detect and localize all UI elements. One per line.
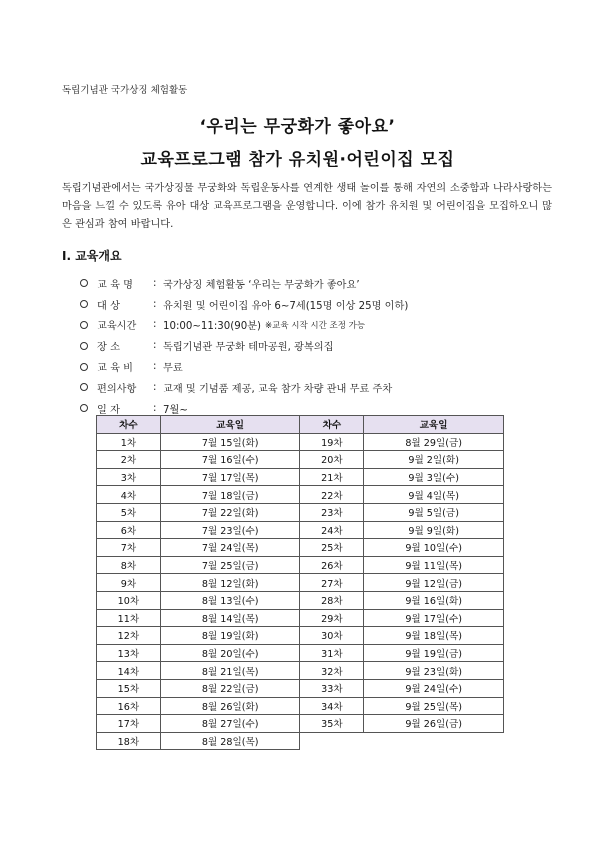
date-cell: 7월 22일(화) bbox=[160, 503, 300, 521]
info-label: 장 소 bbox=[97, 342, 120, 354]
date-cell: 9월 11일(목) bbox=[364, 556, 504, 574]
session-cell: 2차 bbox=[97, 451, 161, 469]
session-cell: 16차 bbox=[97, 697, 161, 715]
info-value: 독립기념관 무궁화 테마공원, 광복의집 bbox=[163, 342, 334, 354]
session-cell: 14차 bbox=[97, 662, 161, 680]
info-colon: : bbox=[153, 277, 157, 289]
info-label: 일 자 bbox=[97, 404, 120, 416]
date-cell: 8월 28일(목) bbox=[160, 732, 300, 750]
circle-bullet-icon bbox=[80, 300, 88, 308]
info-colon: : bbox=[153, 402, 157, 414]
info-value: 교재 및 기념품 제공, 교육 참가 차량 관내 무료 주차 bbox=[163, 383, 393, 395]
session-cell: 24차 bbox=[300, 521, 364, 539]
date-cell: 9월 16일(화) bbox=[364, 591, 504, 609]
date-cell: 9월 26일(금) bbox=[364, 715, 504, 733]
circle-bullet-icon bbox=[80, 363, 88, 371]
date-cell: 8월 26일(화) bbox=[160, 697, 300, 715]
session-cell: 3차 bbox=[97, 468, 161, 486]
date-cell: 9월 9일(화) bbox=[364, 521, 504, 539]
session-cell: 4차 bbox=[97, 486, 161, 504]
info-colon: : bbox=[153, 319, 157, 331]
circle-bullet-icon bbox=[80, 321, 88, 329]
table-row bbox=[97, 627, 504, 645]
circle-bullet-icon bbox=[80, 279, 88, 287]
date-cell: 8월 21일(목) bbox=[160, 662, 300, 680]
info-colon: : bbox=[153, 361, 157, 373]
header-cell: 차수 bbox=[97, 416, 161, 434]
date-cell: 9월 18일(목) bbox=[364, 627, 504, 645]
header-cell: 교육일 bbox=[364, 416, 504, 434]
section-number: Ⅰ. bbox=[62, 249, 72, 263]
table-row bbox=[97, 591, 504, 609]
date-cell: 8월 12일(화) bbox=[160, 574, 300, 592]
session-cell: 25차 bbox=[300, 539, 364, 557]
session-cell: 19차 bbox=[300, 433, 364, 451]
date-cell: 9월 19일(금) bbox=[364, 644, 504, 662]
date-cell: 8월 13일(수) bbox=[160, 591, 300, 609]
table-row bbox=[97, 503, 504, 521]
session-cell: 33차 bbox=[300, 679, 364, 697]
table-row bbox=[97, 539, 504, 557]
session-cell: 31차 bbox=[300, 644, 364, 662]
table-row bbox=[97, 679, 504, 697]
date-cell: 9월 17일(수) bbox=[364, 609, 504, 627]
info-value: 7월~ bbox=[163, 404, 188, 416]
schedule-table bbox=[96, 415, 504, 750]
info-label: 교 육 비 bbox=[97, 363, 133, 375]
table-row bbox=[97, 521, 504, 539]
header-cell: 차수 bbox=[300, 416, 364, 434]
date-cell: 8월 14일(목) bbox=[160, 609, 300, 627]
info-value: 10:00~11:30(90분) bbox=[163, 321, 262, 333]
date-cell: 7월 25일(금) bbox=[160, 556, 300, 574]
table-row bbox=[97, 433, 504, 451]
info-item bbox=[80, 356, 408, 377]
date-cell: 7월 23일(수) bbox=[160, 521, 300, 539]
info-note: ※교육 시작 시간 조정 가능 bbox=[265, 320, 366, 331]
date-cell: 8월 20일(수) bbox=[160, 644, 300, 662]
session-cell: 27차 bbox=[300, 574, 364, 592]
date-cell: 7월 18일(금) bbox=[160, 486, 300, 504]
header-cell: 교육일 bbox=[160, 416, 300, 434]
circle-bullet-icon bbox=[80, 383, 88, 391]
date-cell: 7월 16일(수) bbox=[160, 451, 300, 469]
table-row bbox=[97, 486, 504, 504]
info-label: 대 상 bbox=[97, 300, 120, 312]
date-cell: 7월 24일(목) bbox=[160, 539, 300, 557]
date-cell: 7월 15일(화) bbox=[160, 433, 300, 451]
session-cell: 21차 bbox=[300, 468, 364, 486]
session-cell: 32차 bbox=[300, 662, 364, 680]
session-cell: 28차 bbox=[300, 591, 364, 609]
info-item bbox=[80, 315, 408, 336]
info-colon: : bbox=[153, 381, 157, 393]
session-cell: 9차 bbox=[97, 574, 161, 592]
empty-cell bbox=[300, 732, 504, 750]
session-cell: 20차 bbox=[300, 451, 364, 469]
date-cell: 8월 22일(금) bbox=[160, 679, 300, 697]
info-item bbox=[80, 377, 408, 398]
info-list bbox=[80, 273, 408, 419]
session-cell: 11차 bbox=[97, 609, 161, 627]
header-label: 독립기념관 국가상징 체험활동 bbox=[62, 85, 188, 96]
date-cell: 9월 2일(화) bbox=[364, 451, 504, 469]
document-subtitle: 교육프로그램 참가 유치원·어린이집 모집 bbox=[140, 150, 455, 170]
date-cell: 9월 23일(화) bbox=[364, 662, 504, 680]
session-cell: 29차 bbox=[300, 609, 364, 627]
table-row bbox=[97, 662, 504, 680]
date-cell: 9월 12일(금) bbox=[364, 574, 504, 592]
date-cell: 9월 24일(수) bbox=[364, 679, 504, 697]
session-cell: 23차 bbox=[300, 503, 364, 521]
session-cell: 6차 bbox=[97, 521, 161, 539]
table-row bbox=[97, 732, 504, 750]
session-cell: 30차 bbox=[300, 627, 364, 645]
session-cell: 7차 bbox=[97, 539, 161, 557]
table-row bbox=[97, 715, 504, 733]
info-value: 국가상징 체험활동 ‘우리는 무궁화가 좋아요’ bbox=[163, 279, 360, 291]
session-cell: 18차 bbox=[97, 732, 161, 750]
date-cell: 9월 3일(수) bbox=[364, 468, 504, 486]
document-title: ‘우리는 무궁화가 좋아요’ bbox=[199, 117, 396, 137]
info-item bbox=[80, 335, 408, 356]
session-cell: 34차 bbox=[300, 697, 364, 715]
session-cell: 17차 bbox=[97, 715, 161, 733]
circle-bullet-icon bbox=[80, 342, 88, 350]
session-cell: 35차 bbox=[300, 715, 364, 733]
info-item bbox=[80, 294, 408, 315]
info-label: 교 육 명 bbox=[97, 279, 133, 291]
session-cell: 1차 bbox=[97, 433, 161, 451]
session-cell: 13차 bbox=[97, 644, 161, 662]
table-row bbox=[97, 609, 504, 627]
circle-bullet-icon bbox=[80, 404, 88, 412]
date-cell: 9월 5일(금) bbox=[364, 503, 504, 521]
info-value: 무료 bbox=[163, 363, 183, 375]
session-cell: 26차 bbox=[300, 556, 364, 574]
session-cell: 22차 bbox=[300, 486, 364, 504]
table-row bbox=[97, 556, 504, 574]
intro-paragraph: 독립기념관에서는 국가상징물 무궁화와 독립운동사를 연계한 생태 놀이를 통해 자연의 소중함과 나라사랑하는 마음을 느낄 수 있도록 유아 대상 교육프로그램을 운영합니다. 이에 참가 유치원 및 어린이집을 모집하오니 많은 관심과 참여 바랍니다. bbox=[62, 183, 552, 230]
info-item bbox=[80, 273, 408, 294]
info-value: 유치원 및 어린이집 유아 6~7세(15명 이상 25명 이하) bbox=[163, 300, 409, 312]
table-row bbox=[97, 468, 504, 486]
session-cell: 12차 bbox=[97, 627, 161, 645]
info-colon: : bbox=[153, 298, 157, 310]
info-colon: : bbox=[153, 340, 157, 352]
table-row bbox=[97, 451, 504, 469]
date-cell: 7월 17일(목) bbox=[160, 468, 300, 486]
session-cell: 15차 bbox=[97, 679, 161, 697]
section-heading bbox=[62, 247, 122, 264]
table-header-row bbox=[97, 416, 504, 434]
table-row bbox=[97, 644, 504, 662]
info-label: 교육시간 bbox=[97, 321, 137, 333]
table-row bbox=[97, 697, 504, 715]
date-cell: 9월 25일(목) bbox=[364, 697, 504, 715]
date-cell: 8월 27일(수) bbox=[160, 715, 300, 733]
session-cell: 10차 bbox=[97, 591, 161, 609]
date-cell: 8월 19일(화) bbox=[160, 627, 300, 645]
table-row bbox=[97, 574, 504, 592]
section-title: 교육개요 bbox=[75, 249, 122, 263]
session-cell: 5차 bbox=[97, 503, 161, 521]
session-cell: 8차 bbox=[97, 556, 161, 574]
date-cell: 9월 10일(수) bbox=[364, 539, 504, 557]
info-label: 편의사항 bbox=[97, 383, 137, 395]
date-cell: 8월 29일(금) bbox=[364, 433, 504, 451]
date-cell: 9월 4일(목) bbox=[364, 486, 504, 504]
